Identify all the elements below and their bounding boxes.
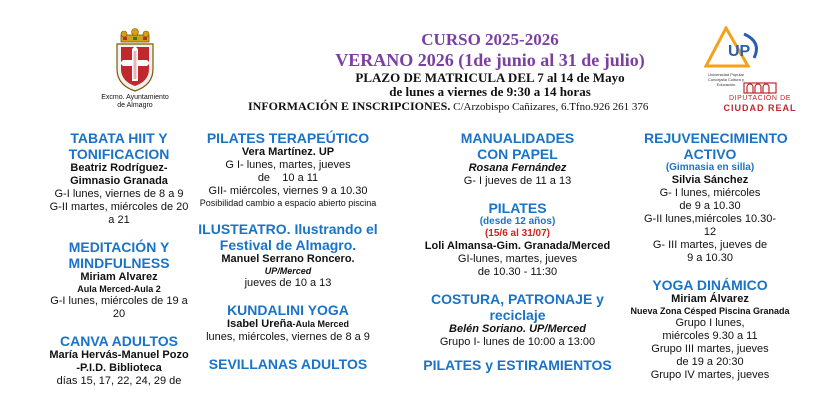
schedule-ilusteatro: jueves de 10 a 13 bbox=[244, 277, 332, 289]
place-yoga: Nueva Zona Césped Piscina Granada bbox=[630, 306, 790, 316]
almagro-crest-logo bbox=[112, 27, 158, 93]
course-title-canva: CANVA ADULTOS bbox=[60, 333, 178, 349]
schedule-pilates-g1: GI-lunes, martes, jueves bbox=[457, 253, 578, 265]
pilates-age: (desde 12 años) bbox=[479, 216, 556, 227]
teacher-yoga: Miriam Álvarez bbox=[671, 293, 749, 305]
pilates-dates: (15/6 al 31/07) bbox=[484, 228, 551, 239]
course-title-costura: COSTURA, PATRONAJE y reciclaje bbox=[431, 291, 604, 323]
schedule-pilates-g1: G I- lunes, martes, jueves bbox=[225, 159, 351, 171]
course-title-kundalini: KUNDALINI YOGA bbox=[227, 302, 349, 318]
column-3 bbox=[415, 130, 620, 373]
svg-text:UP: UP bbox=[728, 43, 751, 60]
course-title-rejuvenecimiento: REJUVENECIMIENTO ACTIVO bbox=[644, 130, 788, 162]
schedule-manualidades: G- I jueves de 11 a 13 bbox=[463, 175, 572, 187]
schedule-pilates-g1-time: de 10 a 11 bbox=[257, 172, 319, 184]
course-title-pilates: PILATES bbox=[488, 200, 547, 216]
universidad-popular-logo bbox=[704, 26, 766, 78]
info-label: INFORMACIÓN E INSCRIPCIONES. bbox=[248, 99, 451, 113]
office-hours: de lunes a viernes de 9:30 a 14 horas bbox=[389, 84, 591, 99]
teacher-pilates: Loli Almansa-Gim. Granada/Merced bbox=[424, 240, 611, 252]
course-title-yoga-dinamico: YOGA DINÁMICO bbox=[652, 277, 768, 293]
diputacion-line1: DIPUTACIÓN DE bbox=[728, 95, 792, 102]
course-title-meditation: MEDITACIÓN Y MINDFULNESS bbox=[68, 239, 170, 271]
schedule-rej-g1: G- I lunes, miércoles de 9 a 10.30 bbox=[659, 187, 761, 212]
teacher-costura: Belén Soriano. UP/Merced bbox=[449, 323, 586, 335]
course-year: CURSO 2025-2026 bbox=[421, 30, 559, 49]
rejuvenecimiento-subtitle: (Gimnasia en silla) bbox=[665, 162, 755, 173]
teacher-pilates-terapeutico: Vera Martínez. UP bbox=[241, 146, 335, 158]
schedule-rej-g2: G-II lunes,miércoles 10.30-12 bbox=[643, 213, 777, 238]
teacher-manualidades: Rosana Fernández bbox=[468, 162, 567, 174]
column-4 bbox=[622, 130, 798, 382]
schedule-yoga-g1: Grupo I lunes, miércoles 9.30 a 11 bbox=[662, 317, 758, 342]
schedule-yoga-g3: Grupo III martes, jueves de 19 a 20:30 bbox=[651, 343, 769, 368]
course-title-pilates-terapeutico: PILATES TERAPEÚTICO bbox=[206, 130, 370, 146]
note-pilates: Posibilidad cambio a espacio abierto piscina bbox=[199, 198, 377, 208]
schedule-canva: días 15, 17, 22, 24, 29 de bbox=[56, 375, 182, 387]
ayuntamiento-caption: Excmo. Ayuntamiento de Almagro bbox=[101, 94, 169, 109]
column-2 bbox=[198, 130, 378, 372]
course-title-ilusteatro: ILUSTEATRO. Ilustrando el Festival de Almagro. bbox=[198, 221, 378, 253]
schedule-meditation-g1: G-I lunes, miércoles de 19 a 20 bbox=[50, 295, 188, 320]
schedule-rej-g3: G- III martes, jueves de 9 a 10.30 bbox=[652, 239, 768, 264]
place-ilusteatro: UP/Merced bbox=[264, 266, 312, 276]
summer-period: VERANO 2026 (1de junio al 31 de julio) bbox=[335, 50, 645, 70]
place-kundalini: -Aula Merced bbox=[292, 319, 349, 329]
teacher-ilusteatro: Manuel Serrano Roncero. bbox=[221, 253, 355, 265]
place-meditation: Aula Merced-Aula 2 bbox=[77, 284, 161, 294]
up-caption: Universidad Popular Concejalía Cultura y Educación bbox=[707, 72, 745, 87]
info-address: C/Arzobispo Cañizares, 6.Tfno.926 261 376 bbox=[450, 101, 649, 113]
course-title-sevillanas: SEVILLANAS ADULTOS bbox=[208, 356, 368, 372]
info-line bbox=[248, 99, 708, 114]
teacher-tabata: Beatriz Rodríguez-Gimnasio Granada bbox=[70, 162, 168, 187]
diputacion-logo bbox=[718, 81, 802, 115]
schedule-pilates-g1-time: de 10.30 - 11:30 bbox=[477, 266, 558, 278]
teacher-kundalini: Isabel Ureña bbox=[227, 318, 293, 330]
schedule-tabata-g1: G-I lunes, viernes de 8 a 9 bbox=[54, 188, 184, 200]
schedule-yoga-g4: Grupo IV martes, jueves bbox=[650, 369, 770, 381]
teacher-rejuvenecimiento: Silvia Sánchez bbox=[671, 174, 749, 186]
schedule-costura: Grupo I- lunes de 10:00 a 13:00 bbox=[439, 336, 596, 348]
course-title-manualidades: MANUALIDADES CON PAPEL bbox=[460, 130, 575, 162]
diputacion-line2: CIUDAD REAL bbox=[723, 103, 797, 113]
course-title-pilates-estiramientos: PILATES y ESTIRAMIENTOS bbox=[423, 357, 612, 373]
column-1 bbox=[48, 130, 190, 388]
teacher-canva: María Hervás-Manuel Pozo -P.I.D. Biblioteca bbox=[49, 349, 189, 374]
enrollment-deadline: PLAZO DE MATRICULA DEL 7 al 14 de Mayo bbox=[355, 70, 625, 85]
course-title-tabata: TABATA HIIT Y TONIFICACION bbox=[68, 130, 170, 162]
schedule-pilates-g2: GII- miércoles, viernes 9 a 10.30 bbox=[208, 185, 368, 197]
teacher-meditation: Miriam Alvarez bbox=[80, 271, 158, 283]
schedule-kundalini: lunes, miércoles, viernes de 8 a 9 bbox=[206, 331, 370, 343]
schedule-tabata-g2: G-II martes, miércoles de 20 a 21 bbox=[49, 201, 189, 226]
